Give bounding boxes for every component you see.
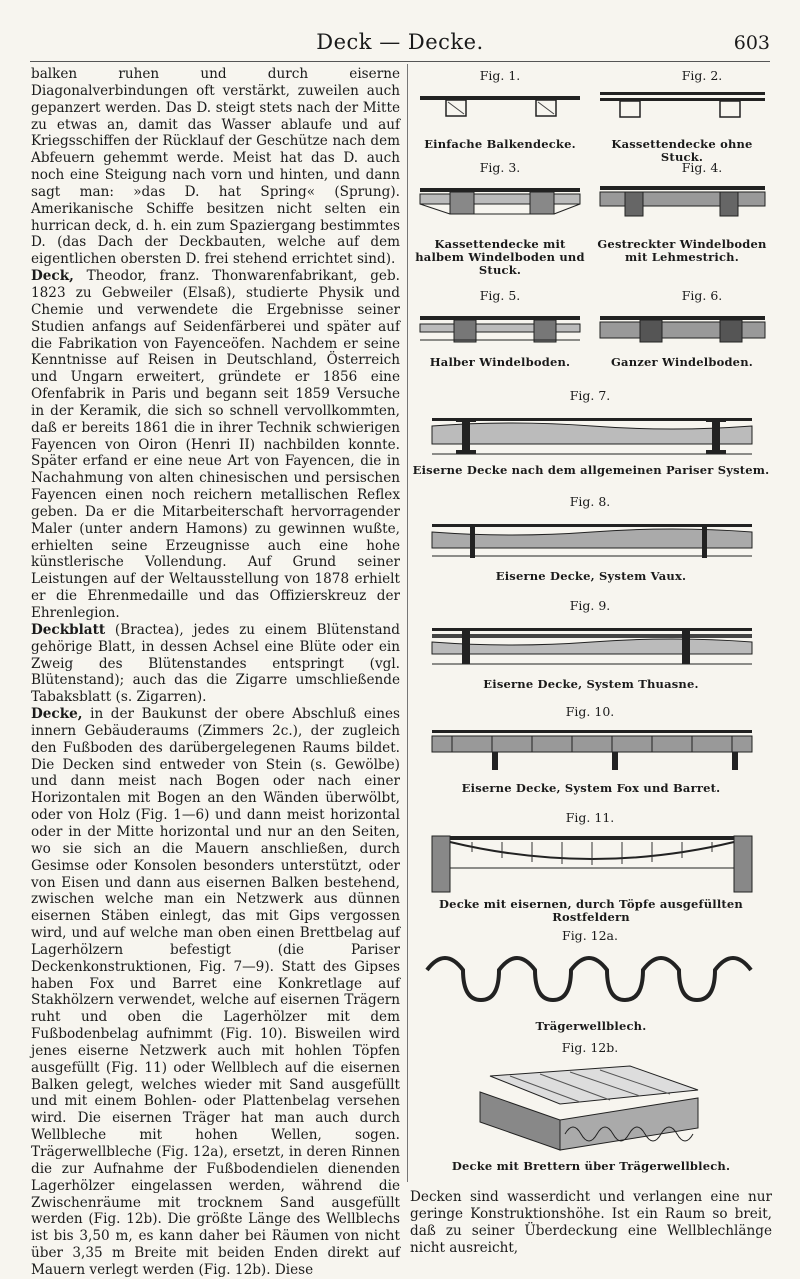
entry-text: Theodor, franz. Thonwarenfabrikant, geb. 1823 zu Gebweiler (Elsaß), studierte Physik und Chemie und verwendete die Ergebnisse seiner Studien anfangs auf Seidenfärberei und später auf die Fabrikation von Fayenceöfen. Nachdem er seine Kenntnisse auf Reisen in Deutschland, Österreich und Ungarn erweitert, gründete er 1856 eine Ofenfabrik in Paris und begann seit 1859 Versuche in der Keramik, die sich so schnell vervollkommten, daß er bereits 1861 die in ihrer Technik schwierigen Fayencen von Oiron (Henri II) nachbilden konnte. Später erfand er eine neue Art von Fayencen, die in Nachahmung von alten chinesischen und persischen Fayencen einen noch reichern metallischen Reflex geben. Da er die Mitarbeiterschaft hervorragender Maler (unter andern Hamons) zu gewinnen wußte, erhielten seine Erzeugnisse auch eine hohe künstlerische Vollendung. Auf Grund seiner Leistungen auf der Weltausstellung von 1878 erhielt er die Ehrenmedaille und das Offizierskreuz der Ehrenlegion. — [31, 268, 400, 621]
entry-lemma: Deckblatt — [31, 621, 106, 638]
fig3-label: Fig. 3. — [479, 160, 521, 175]
fig8-drawing — [432, 518, 752, 564]
fig11-caption: Decke mit eisernen, durch Töpfe ausgefüllten Rostfeldern — [439, 897, 743, 924]
fig9-drawing — [432, 622, 752, 674]
fig5-caption: Halber Windelboden. — [429, 355, 571, 369]
entry-deck-theodor — [31, 268, 400, 622]
page-header — [30, 30, 770, 58]
fig10-caption: Eiserne Decke, System Fox und Barret. — [461, 781, 721, 795]
fig12b-label: Fig. 12b. — [561, 1040, 619, 1055]
fig7-caption: Eiserne Decke nach dem allgemeinen Pariser System. — [412, 463, 770, 477]
fig2-label: Fig. 2. — [681, 68, 723, 83]
fig4-label: Fig. 4. — [681, 160, 723, 175]
entry-decke — [31, 706, 400, 1279]
fig2-drawing — [600, 86, 765, 130]
fig9-caption: Eiserne Decke, System Thuasne. — [483, 677, 699, 691]
figures-column — [410, 66, 772, 1261]
left-column — [31, 66, 400, 1278]
entry-deckblatt — [31, 622, 400, 706]
fig1-drawing — [420, 86, 580, 130]
fig11-label: Fig. 11. — [565, 810, 615, 825]
fig1-caption: Einfache Balkendecke. — [424, 137, 576, 151]
fig7-drawing — [432, 410, 752, 460]
fig12a-caption: Trägerwellblech. — [535, 1019, 647, 1033]
entry-text: (Bractea), jedes zu einem Blütenstand gehörige Blatt, in dessen Achsel eine Blüte oder ein Zweig des Blütenstandes entspringt (vgl. Blütenstand); auch das die Zigarre umschließende Tabaksblatt (s. Zigarren). — [31, 621, 400, 706]
fig10-drawing — [432, 726, 752, 776]
column-divider — [407, 64, 408, 1182]
fig5-drawing — [420, 310, 580, 354]
fig6-drawing — [600, 310, 765, 354]
paragraph-deck-continued — [31, 66, 400, 268]
fig6-label: Fig. 6. — [681, 288, 723, 303]
fig8-label: Fig. 8. — [569, 494, 611, 509]
fig12b-drawing — [470, 1062, 710, 1154]
fig3-drawing — [420, 180, 580, 232]
fig1-label: Fig. 1. — [479, 68, 521, 83]
fig12a-drawing — [425, 956, 760, 1012]
paragraph-text: balken ruhen und durch eiserne Diagonalverbindungen oft verstärkt, zuweilen auch gepanzert werden. Das D. steigt stets nach der Mitte zu etwas an, damit das Wasser ablaufe und auf Kriegsschiffen der Rücklauf der Geschütze nach dem Abfeuern gehemmt werde. Meist hat das D. auch noch eine Steigung nach vorn und hinten, und dann sagt man: »das D. hat Spring« (Sprung). Amerikanische Schiffe besitzen nicht selten ein hurrican deck, d. h. ein zum Spaziergang bestimmtes D. (das Dach der Deckbauten, welche auf dem eigentlichen obersten D. frei stehend errichtet sind). — [31, 66, 400, 268]
header-rule — [30, 61, 770, 62]
fig6-caption: Ganzer Windelboden. — [611, 355, 753, 369]
page-number: 603 — [733, 32, 770, 54]
entry-text: in der Baukunst der obere Abschluß eines innern Gebäuderaums (Zimmers 2c.), der zugleich den Fußboden des darübergelegenen Raums bildet. Die Decken sind entweder von Stein (s. Gewölbe) und dann meist nach Bogen oder nach einer Horizontalen mit Bogen an den Wänden überwölbt, oder von Holz (Fig. 1—6) und dann meist horizontal oder in der Mitte horizontal und nur an den Seiten, wo sie sich an die Mauern anschließen, durch Gesimse oder Konsolen besonders unterstützt, oder von Eisen und dann aus eisernen Balken bestehend, zwischen welche man ein Netzwerk aus dünnen eisernen Stäben einlegt, das mit Gips vergossen wird, und auf welche man oben einen Brettbelag auf Lagerhölzern befestigt (die Pariser Deckenkonstruktionen, Fig. 7—9). Statt des Gipses haben Fox und Barret eine Konkretlage auf Stakhölzern verwendet, welche auf eisernen Trägern ruht und oben die Lagerhölzer mit dem Fußbodenbelag aufnimmt (Fig. 10). Bisweilen wird jenes eiserne Netzwerk auch mit hohlen Töpfen ausgefüllt (Fig. 11) oder Wellblech auf die eisernen Balken gelegt, welches wieder mit Sand ausgefüllt und mit einem Bohlen- oder Plattenbelag versehen wird. Die eisernen Träger hat man auch durch Wellbleche mit hohen Wellen, sogen. Trägerwellbleche (Fig. 12a), ersetzt, in deren Rinnen die zur Aufnahme der Fußbodendielen dienenden Lagerhölzer eingelassen werden, während die Zwischenräume mit trocknem Sand ausgefüllt werden (Fig. 12b). Die größte Länge des Wellblechs ist bis 3,50 m, es kann daher bei Räumen von nicht über 3,35 m Breite mit beiden Enden direkt auf Mauern verlegt werden (Fig. 12b). Diese — [31, 706, 400, 1278]
fig9-label: Fig. 9. — [569, 598, 611, 613]
fig3-caption: Kassettendecke mit halbem Windelboden und Stuck. — [415, 237, 585, 277]
running-title: Deck — Decke. — [316, 30, 484, 54]
fig4-caption: Gestreckter Windelboden mit Lehmestrich. — [597, 237, 767, 264]
fig5-label: Fig. 5. — [479, 288, 521, 303]
fig11-drawing — [432, 832, 752, 896]
fig4-drawing — [600, 180, 765, 232]
fig2-caption: Kassettendecke ohne Stuck. — [611, 137, 753, 164]
entry-lemma: Deck, — [31, 268, 74, 285]
fig12b-caption: Decke mit Brettern über Trägerwellblech. — [451, 1159, 731, 1173]
fig12a-label: Fig. 12a. — [562, 928, 618, 943]
right-column-text: Decken sind wasserdicht und verlangen eine nur geringe Konstruktionshöhe. Ist ein Raum so breit, daß zu seiner Überdeckung eine Wellblechlänge nicht ausreicht, — [410, 1189, 772, 1256]
fig7-label: Fig. 7. — [569, 388, 611, 403]
entry-lemma: Decke, — [31, 706, 83, 723]
fig8-caption: Eiserne Decke, System Vaux. — [495, 569, 687, 583]
fig10-label: Fig. 10. — [565, 704, 615, 719]
